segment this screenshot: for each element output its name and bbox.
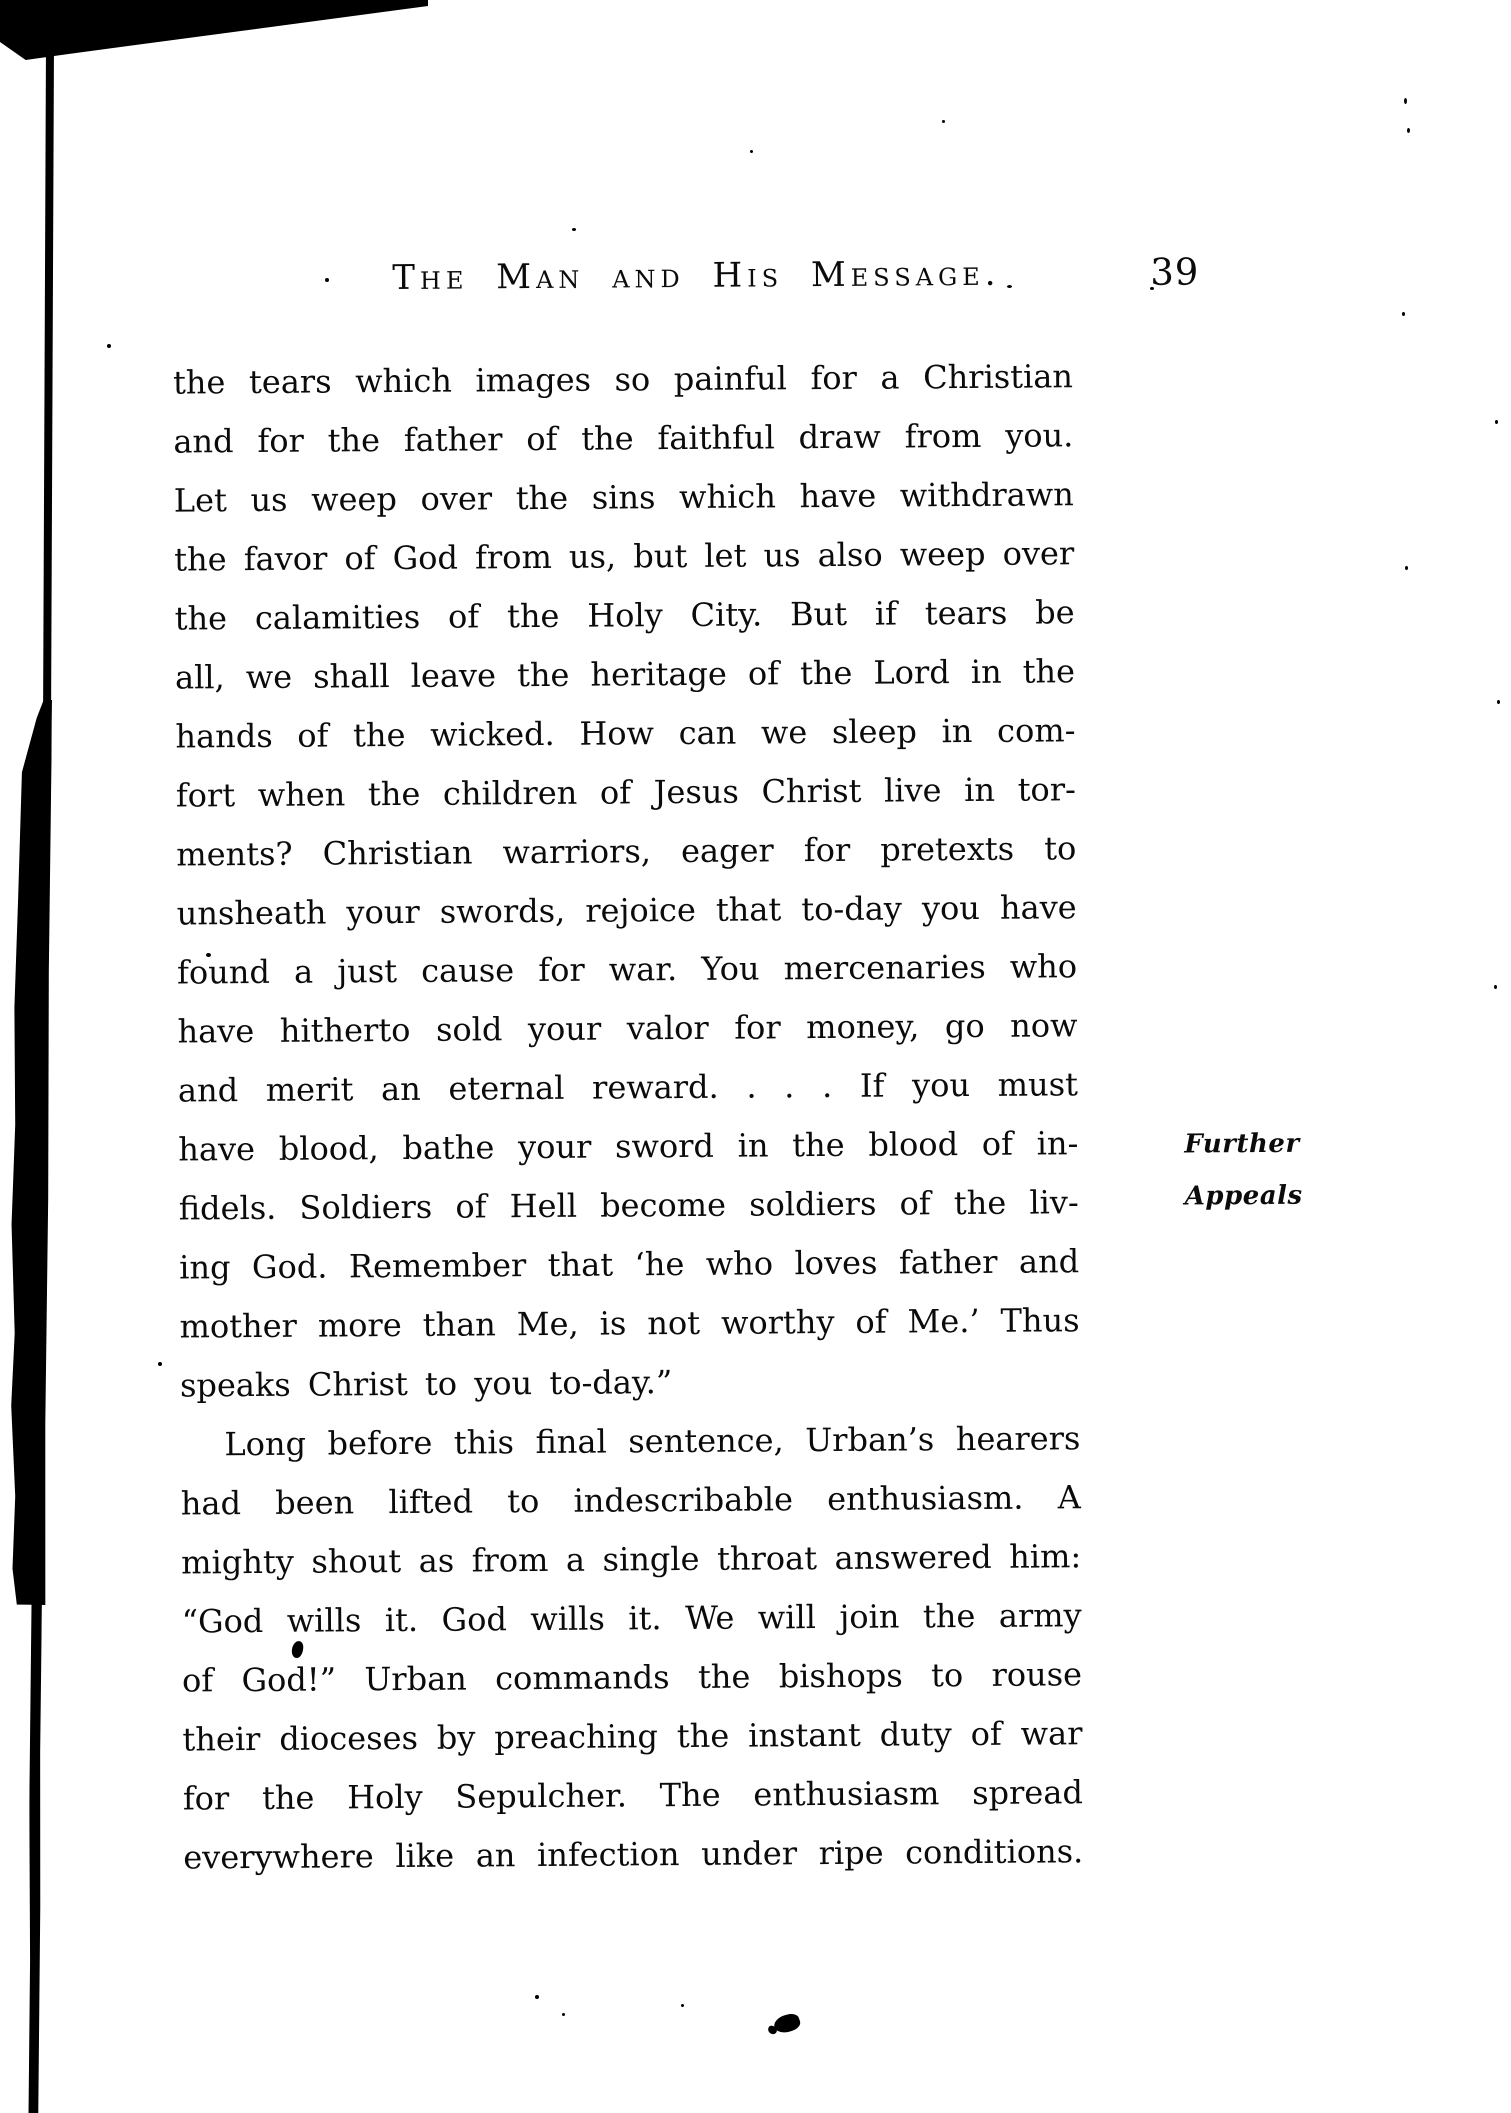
text-line: and for the father of the faithful draw from you. — [173, 416, 1074, 461]
text-line: and merit an eternal reward. . . . If you must — [177, 1065, 1079, 1110]
text-line: everywhere like an infection under ripe conditions. — [183, 1832, 1084, 1877]
text-line: the favor of God from us, but let us also weep over — [174, 534, 1075, 579]
text-line: all, we shall leave the heritage of the Lord in the — [174, 652, 1076, 697]
text-line: mother more than Me, is not worthy of Me.’ Thus — [179, 1301, 1080, 1346]
text-line: Let us weep over the sins which have withdrawn — [173, 475, 1074, 520]
text-line: their dioceses by preaching the instant duty of war — [182, 1714, 1083, 1759]
text-line: had been lifted to indescribable enthusiasm. A — [180, 1478, 1081, 1523]
text-line: of God!” Urban commands the bishops to rouse — [181, 1655, 1083, 1700]
text-line: unsheath your swords, rejoice that to-day you have — [176, 888, 1077, 933]
body-text — [173, 347, 1084, 1887]
text-line: for the Holy Sepulcher. The enthusiasm spread — [182, 1773, 1083, 1818]
text-line: “God wills it. God wills it. We will join the army — [181, 1596, 1082, 1641]
text-line: have blood, bathe your sword in the blood of in- — [178, 1124, 1079, 1169]
text-line: mighty shout as from a single throat answered him: — [181, 1537, 1082, 1582]
text-line: ing God. Remember that ‘he who loves father and — [179, 1242, 1080, 1287]
text-line: ments? Christian warriors, eager for pretexts to — [176, 829, 1077, 874]
text-line: the calamities of the Holy City. But if tears be — [174, 593, 1075, 638]
text-line: fort when the children of Jesus Christ live in tor- — [175, 770, 1076, 815]
margin-note-line: Further — [1184, 1128, 1300, 1160]
text-line: the tears which images so painful for a Christian — [172, 357, 1074, 402]
running-header-title: The Man and His Message. — [392, 253, 1001, 299]
margin-note-line: Appeals — [1184, 1180, 1303, 1212]
text-line: hands of the wicked. How can we sleep in com- — [175, 711, 1076, 756]
text-line: have hitherto sold your valor for money, go now — [177, 1006, 1078, 1051]
text-line: Long before this final sentence, Urban’s hearers — [224, 1419, 1081, 1464]
margin-note — [1184, 1117, 1335, 1222]
text-line: speaks Christ to you to-day.” — [179, 1363, 673, 1405]
text-line: found a just cause for war. You mercenaries who — [176, 947, 1078, 992]
text-line: fidels. Soldiers of Hell become soldiers of the liv- — [178, 1183, 1079, 1228]
page-number: 39 — [1150, 250, 1200, 294]
